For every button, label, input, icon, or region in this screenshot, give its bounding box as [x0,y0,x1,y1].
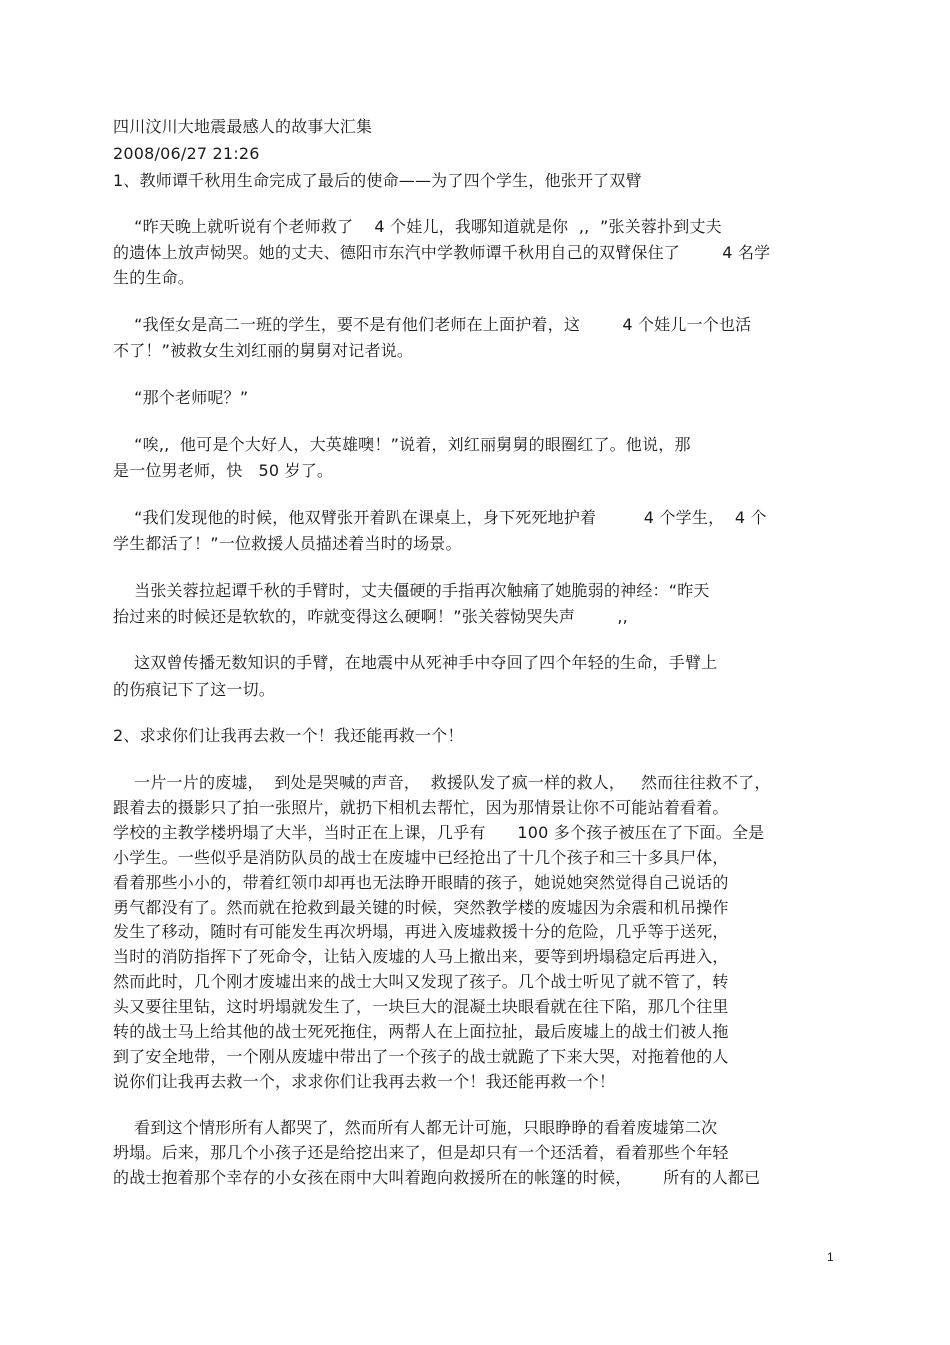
paragraph-line: 小学生。一些似乎是消防队员的战士在废墟中已经抢出了十几个孩子和三十多具尸体， [113,848,729,867]
paragraph-line: 的遗体上放声恸哭。她的丈夫、德阳市东汽中学教师谭千秋用自己的双臂保住了 4 名学 [113,243,771,262]
paragraph-line: 学生都活了！”一位救援人员描述着当时的场景。 [113,534,462,553]
paragraph-line: 看到这个情形所有人都哭了，然而所有人都无计可施，只眼睁睁的看着废墟第二次 [113,1118,718,1137]
document-title: 四川汶川大地震最感人的故事大汇集 [113,117,373,136]
paragraph-line: 当时的消防指挥下了死命令，让钻入废墟的人马上撤出来，要等到坍塌稳定后再进入， [113,947,729,966]
paragraph-line: 抬过来的时候还是软软的，咋就变得这么硬啊！”张关蓉恸哭失声 ,, [113,607,628,626]
document-date: 2008/06/27 21:26 [113,144,260,163]
paragraph-line: 转的战士马上给其他的战士死死拖住，两帮人在上面拉扯，最后废墟上的战士们被人拖 [113,1022,729,1041]
section-heading-1: 1、教师谭千秋用生命完成了最后的使命——为了四个学生，他张开了双臂 [113,171,642,190]
paragraph-line: 生的生命。 [113,268,195,287]
paragraph-line: 坍塌。后来，那几个小孩子还是给挖出来了，但是却只有一个还活着，看着那些个年轻 [113,1143,729,1162]
paragraph-line: 的战士抱着那个幸存的小女孩在雨中大叫着跑向救援所在的帐篷的时候， 所有的人都已 [113,1168,761,1187]
page-number: 1 [827,1250,834,1264]
paragraph-line: 发生了移动，随时有可能发生再次坍塌，再进入废墟救援十分的危险，几乎等于送死， [113,922,729,941]
paragraph-line: “昨天晚上就听说有个老师救了 4 个娃儿，我哪知道就是你 ,, ”张关蓉扑到丈夫 [113,217,722,236]
section-heading-2: 2、求求你们让我再去救一个！我还能再救一个！ [113,726,464,745]
paragraph-line: 然而此时，几个刚才废墟出来的战士大叫又发现了孩子。几个战士听见了就不管了，转 [113,972,729,991]
paragraph-line: 这双曾传播无数知识的手臂，在地震中从死神手中夺回了四个年轻的生命，手臂上 [113,653,718,672]
paragraph-line: 的伤痕记下了这一切。 [113,680,276,699]
paragraph-line: 头又要往里钻，这时坍塌就发生了，一块巨大的混凝土块眼看就在往下陷，那几个往里 [113,997,729,1016]
paragraph-line: 看着那些小小的，带着红领巾却再也无法睁开眼睛的孩子，她说她突然觉得自己说话的 [113,873,729,892]
paragraph-line: 当张关蓉拉起谭千秋的手臂时，丈夫僵硬的手指再次触痛了她脆弱的神经：“昨天 [113,581,710,600]
paragraph-line: 不了！”被救女生刘红丽的舅舅对记者说。 [113,341,414,360]
paragraph-line: “我们发现他的时候，他双臂张开着趴在课桌上，身下死死地护着 4 个学生， 4 个 [113,508,767,527]
paragraph-line: 学校的主教学楼坍塌了大半，当时正在上课，几乎有 100 多个孩子被压在了下面。全是 [113,823,765,842]
paragraph-line: 是一位男老师，快 50 岁了。 [113,461,334,480]
paragraph-line: 跟着去的摄影只了拍一张照片，就扔下相机去帮忙，因为那情景让你不可能站着看着。 [113,798,729,817]
paragraph-line: 说你们让我再去救一个，求求你们让我再去救一个！我还能再救一个！ [113,1072,616,1091]
paragraph-line: 到了安全地带，一个刚从废墟中带出了一个孩子的战士就跪了下来大哭，对拖着他的人 [113,1047,729,1066]
paragraph-line: “唉,, 他可是个大好人，大英雄噢！”说着，刘红丽舅舅的眼圈红了。他说，那 [113,435,691,454]
paragraph-line: “我侄女是高二一班的学生，要不是有他们老师在上面护着，这 4 个娃儿一个也活 [113,315,752,334]
paragraph-line: 勇气都没有了。然而就在抢救到最关键的时候，突然教学楼的废墟因为余震和机吊操作 [113,898,729,917]
paragraph-line: 一片一片的废墟， 到处是哭喊的声音， 救援队发了疯一样的救人， 然而往往救不了， [113,773,771,792]
paragraph-line: “那个老师呢？” [113,388,249,407]
